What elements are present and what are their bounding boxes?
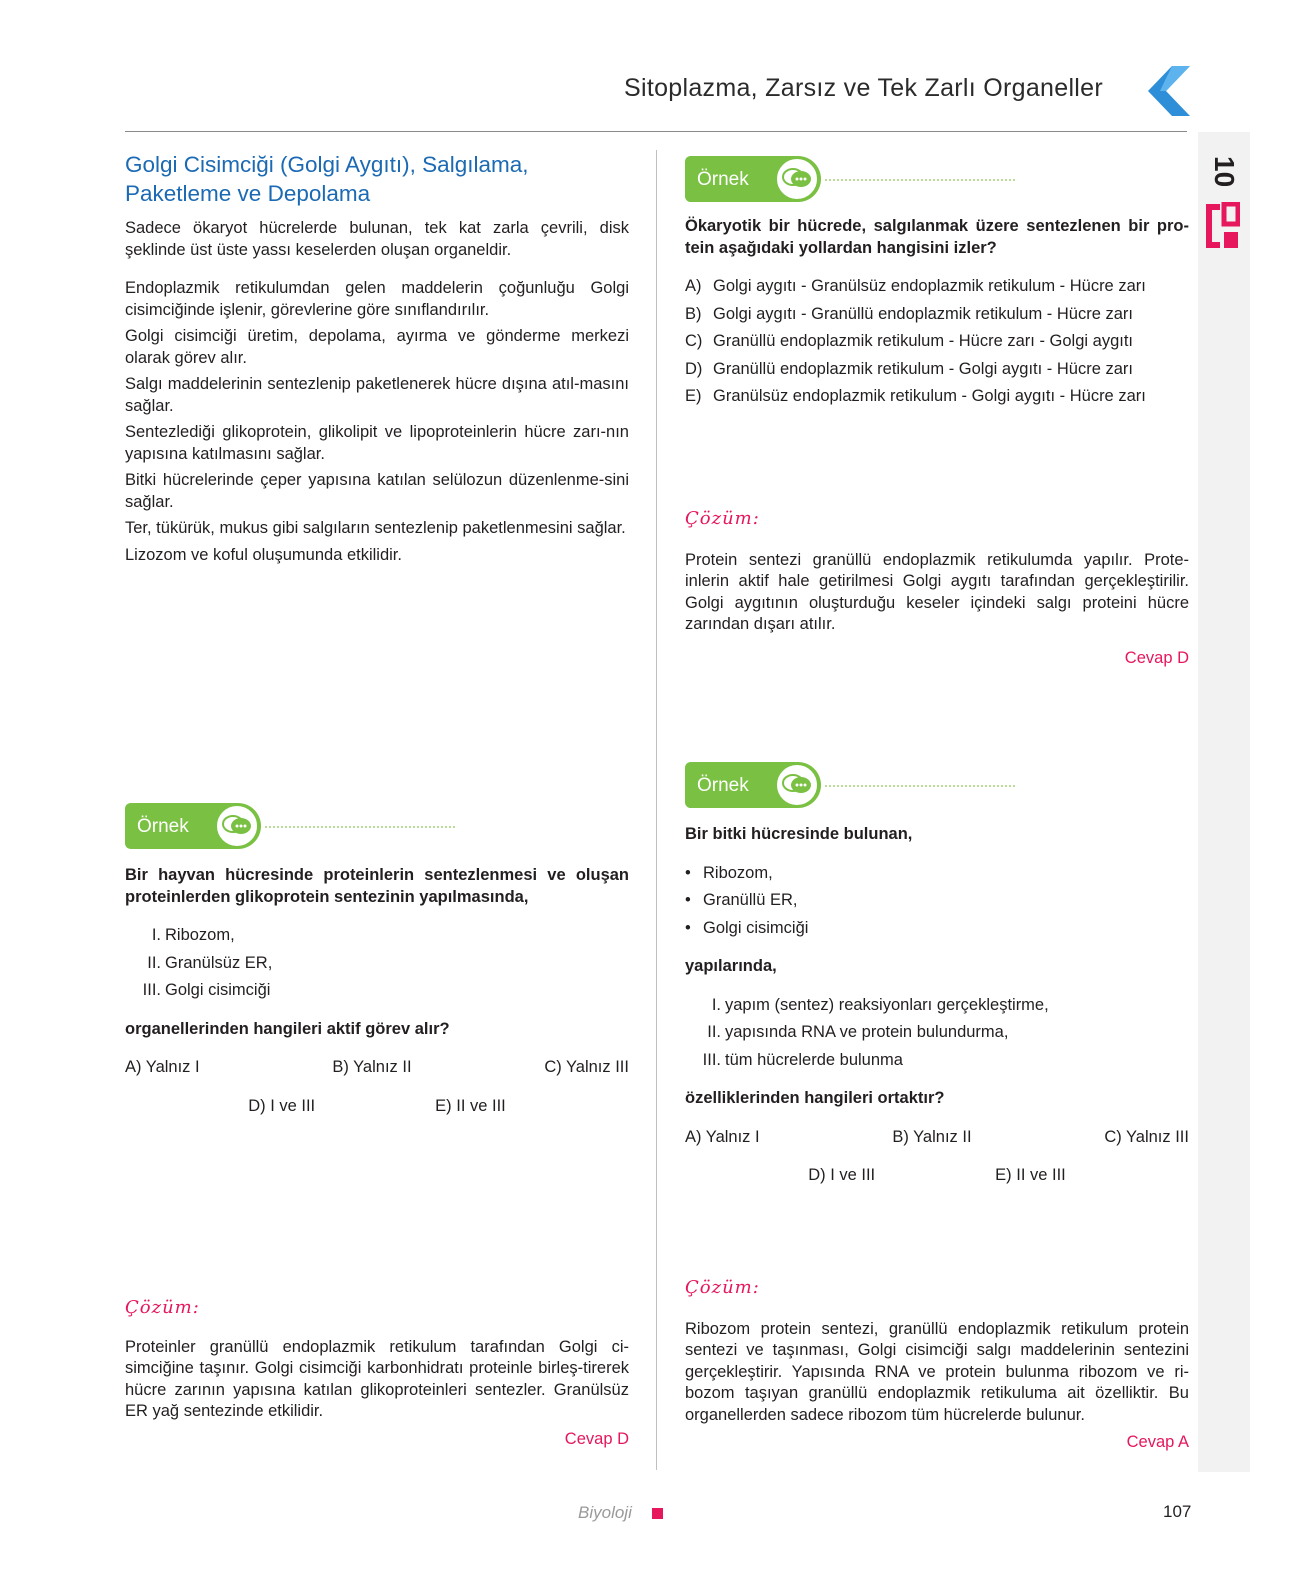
list-item xyxy=(685,1050,1189,1072)
option-c[interactable] xyxy=(685,331,1189,353)
solution-label: Çözüm: xyxy=(685,1277,760,1298)
solution-label: Çözüm: xyxy=(125,1297,200,1318)
paragraph: Salgı maddelerinin sentezlenip paketlenerek hücre dışına atıl-masını sağlar. xyxy=(125,375,629,415)
badge-label: Örnek xyxy=(137,816,189,837)
option-label: A) xyxy=(685,277,702,295)
chapter-tab xyxy=(1202,142,1244,262)
section-title-line-2: Paketleme ve Depolama xyxy=(125,181,371,206)
section-title-line-1: Golgi Cisimciği (Golgi Aygıtı), Salgılama, xyxy=(125,152,529,177)
option-label: D) xyxy=(685,359,703,378)
header-divider xyxy=(125,131,1187,132)
solution-text: Ribozom protein sentezi, granüllü endoplazmik retikulum protein sentezi ve taşınması, Golgi cisimciği salgı maddelerinin sentezini gerçekleştirir. Yapısında RNA ve protein bulunma ribozom ve ri-bozom taşıyan granüllü endoplazmik retikuluma ait özelliktir. Bu organellerden sadece ribozom tüm hücrelerde bulunur. xyxy=(685,1319,1189,1424)
paragraph: Endoplazmik retikulumdan gelen maddelerin çoğunluğu Golgi cisimciğinde işlenir, görevlerine göre sınıflandırılır. xyxy=(125,279,629,319)
item-number: I. xyxy=(711,995,721,1014)
chevron-left-icon xyxy=(1148,66,1190,116)
intro-paragraph: Sadece ökaryot hücrelerde bulunan, tek kat zarla çevrili, disk şeklinde üst üste yassı keselerden oluşan organeldir. xyxy=(125,219,629,259)
item-text: tüm hücrelerde bulunma xyxy=(725,1050,903,1069)
option-label: C) xyxy=(685,332,703,350)
solution-label: Çözüm: xyxy=(685,508,760,529)
section-title xyxy=(125,150,629,208)
choices-row-2 xyxy=(125,1096,629,1118)
item-text: Ribozom, xyxy=(165,926,235,944)
example-prompt: özelliklerinden hangileri ortaktır? xyxy=(685,1089,945,1107)
bullet-text: Granüllü ER, xyxy=(703,891,798,909)
item-number: I. xyxy=(151,926,161,944)
sub-prompt: yapılarında, xyxy=(685,957,777,975)
bullet-text: Golgi cisimciği xyxy=(703,918,809,937)
item-number: II. xyxy=(147,953,161,972)
paragraph: Sentezlediği glikoprotein, glikolipit ve lipoproteinlerin hücre zarı-nın yapısına katılmasını sağlar. xyxy=(125,423,629,463)
bullet-item xyxy=(685,890,1189,912)
paragraph: Ter, tükürük, mukus gibi salgıların sentezlenip paketlenmesini sağlar. xyxy=(125,519,626,537)
example-question: Bir bitki hücresinde bulunan, xyxy=(685,825,913,843)
choices-row-2 xyxy=(685,1165,1189,1187)
bullet-text: Ribozom, xyxy=(703,863,773,882)
option-text: Golgi aygıtı - Granüllü endoplazmik retikulum - Hücre zarı xyxy=(713,304,1133,323)
column-divider xyxy=(656,150,657,1470)
item-text: Golgi cisimciği xyxy=(165,981,271,999)
choice-b[interactable]: B) Yalnız II xyxy=(892,1127,972,1146)
choice-d[interactable]: D) I ve III xyxy=(248,1096,316,1115)
chat-bubble-icon xyxy=(775,763,819,807)
brand-mark-icon xyxy=(1204,202,1240,252)
choice-a[interactable]: A) Yalnız I xyxy=(685,1127,760,1146)
choices-row-1 xyxy=(685,1127,1189,1149)
choice-d[interactable]: D) I ve III xyxy=(808,1166,876,1184)
chat-bubble-icon xyxy=(775,157,819,201)
list-item xyxy=(685,1022,1189,1044)
answer-label: Cevap D xyxy=(1124,648,1189,667)
right-solution-2 xyxy=(685,1277,1189,1454)
choice-e[interactable]: E) II ve III xyxy=(995,1166,1066,1184)
choice-b[interactable]: B) Yalnız II xyxy=(332,1058,412,1076)
answer-label: Cevap A xyxy=(1126,1433,1189,1451)
solution-text: Protein sentezi granüllü endoplazmik retikulumda yapılır. Prote-inlerin aktif hale getirilmesi Golgi aygıtı tarafından gerçekleştirilir. Golgi aygıtının oluşturduğu keseler içindeki salgı proteini hücre zarından dışarı atılır. xyxy=(685,550,1189,633)
left-solution xyxy=(125,1297,629,1450)
item-text: yapım (sentez) reaksiyonları gerçekleştirme, xyxy=(725,995,1049,1014)
left-example xyxy=(125,865,629,1117)
item-number: III. xyxy=(142,981,161,999)
option-text: Granülsüz endoplazmik retikulum - Golgi aygıtı - Hücre zarı xyxy=(713,387,1146,405)
option-label: E) xyxy=(685,387,702,405)
list-item xyxy=(125,980,629,1002)
right-example-1 xyxy=(685,216,1189,408)
item-text: Granülsüz ER, xyxy=(165,953,273,972)
option-a[interactable] xyxy=(685,276,1189,298)
solution-text: Proteinler granüllü endoplazmik retikulum tarafından Golgi ci-simciğine taşınır. Golgi cisimciği karbonhidratı proteinle birleş-tirerek hücre zarının yapısına katılan glikoproteinleri sentezler. Granülsüz ER yağ sentezinde etkilidir. xyxy=(125,1337,629,1420)
choice-c[interactable]: C) Yalnız III xyxy=(544,1058,629,1076)
page-number: 107 xyxy=(1163,1502,1192,1521)
bullet-item xyxy=(685,863,1189,885)
option-d[interactable] xyxy=(685,359,1189,381)
bullet-dot: • xyxy=(685,863,691,882)
paragraph: Golgi cisimciği üretim, depolama, ayırma ve gönderme merkezi olarak görev alır. xyxy=(125,327,629,367)
dotted-line xyxy=(825,179,1015,181)
list-item xyxy=(125,925,629,947)
example-question: Bir hayvan hücresinde proteinlerin sentezlenmesi ve oluşan proteinlerden glikoprotein sentezinin yapılmasında, xyxy=(125,866,629,906)
item-text: yapısında RNA ve protein bulundurma, xyxy=(725,1023,1009,1041)
paragraph: Lizozom ve koful oluşumunda etkilidir. xyxy=(125,545,402,564)
bullet-dot: • xyxy=(685,891,691,909)
option-e[interactable] xyxy=(685,386,1189,408)
left-column-text xyxy=(125,150,629,566)
dotted-line xyxy=(265,826,455,828)
option-label: B) xyxy=(685,304,702,323)
example-prompt: organellerinden hangileri aktif görev alır? xyxy=(125,1019,450,1038)
footer-square-icon xyxy=(652,1508,663,1519)
badge-label: Örnek xyxy=(697,169,749,190)
answer-label: Cevap D xyxy=(564,1429,629,1448)
right-solution-1 xyxy=(685,508,1189,669)
choice-a[interactable]: A) Yalnız I xyxy=(125,1058,200,1076)
item-number: II. xyxy=(707,1023,721,1041)
dotted-line xyxy=(825,785,1015,787)
choices-row-1 xyxy=(125,1057,629,1079)
paragraph: Bitki hücrelerinde çeper yapısına katılan selülozun düzenlenme-sini sağlar. xyxy=(125,471,629,511)
footer-subject: Biyoloji xyxy=(578,1503,632,1522)
chapter-number: 10 xyxy=(1209,156,1240,188)
side-strip xyxy=(1198,132,1250,1472)
choice-e[interactable]: E) II ve III xyxy=(435,1096,506,1115)
item-number: III. xyxy=(702,1050,721,1069)
choice-c[interactable]: C) Yalnız III xyxy=(1104,1127,1189,1146)
chapter-title: Sitoplazma, Zarsız ve Tek Zarlı Organeller xyxy=(624,74,1103,102)
option-text: Granüllü endoplazmik retikulum - Golgi aygıtı - Hücre zarı xyxy=(713,359,1133,378)
bullet-item xyxy=(685,918,1189,940)
list-item xyxy=(125,953,629,975)
chat-bubble-icon xyxy=(215,804,259,848)
example-question: Ökaryotik bir hücrede, salgılanmak üzere sentezlenen bir pro-tein aşağıdaki yollardan hangisini izler? xyxy=(685,217,1189,257)
option-text: Golgi aygıtı - Granülsüz endoplazmik retikulum - Hücre zarı xyxy=(713,277,1146,295)
badge-label: Örnek xyxy=(697,775,749,796)
option-b[interactable] xyxy=(685,304,1189,326)
list-item xyxy=(685,995,1189,1017)
right-example-2 xyxy=(685,824,1189,1187)
bullet-dot: • xyxy=(685,918,691,937)
option-text: Granüllü endoplazmik retikulum - Hücre zarı - Golgi aygıtı xyxy=(713,332,1133,350)
